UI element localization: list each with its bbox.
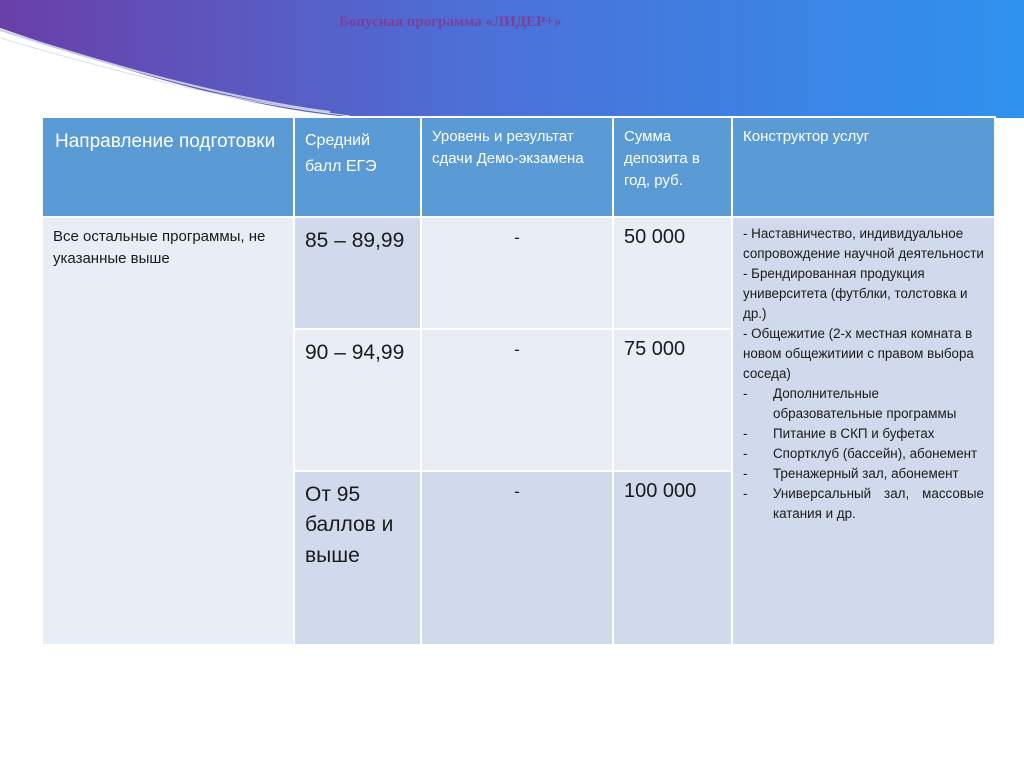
header-score: Средний балл ЕГЭ bbox=[294, 117, 421, 217]
header-demo: Уровень и результат сдачи Демо-экзамена bbox=[421, 117, 613, 217]
header-deposit: Сумма депозита в год, руб. bbox=[613, 117, 732, 217]
slide-title: Бонусная программа «ЛИДЕР+» bbox=[339, 14, 562, 30]
service-item bbox=[743, 484, 984, 524]
service-item-text: Универсальный зал, массовые катания и др. bbox=[773, 486, 984, 521]
demo-cell: - bbox=[421, 217, 613, 329]
deposit-cell: 75 000 bbox=[613, 329, 732, 471]
service-item bbox=[743, 424, 984, 444]
list-dash: - bbox=[743, 386, 748, 401]
service-item bbox=[743, 384, 984, 424]
table-row bbox=[42, 217, 995, 329]
table-header-row bbox=[42, 117, 995, 217]
service-item bbox=[743, 464, 984, 484]
deposit-cell: 50 000 bbox=[613, 217, 732, 329]
score-cell: 90 – 94,99 bbox=[294, 329, 421, 471]
service-line: - Наставничество, индивидуальное сопровождение научной деятельности bbox=[743, 226, 984, 261]
deposit-cell: 100 000 bbox=[613, 471, 732, 645]
services-cell bbox=[732, 217, 995, 645]
score-cell: 85 – 89,99 bbox=[294, 217, 421, 329]
bonus-table bbox=[41, 116, 996, 646]
service-item-text: Спортклуб (бассейн), абонемент bbox=[773, 446, 978, 461]
service-line: - Общежитие (2-х местная комната в новом общежитиии с правом выбора соседа) bbox=[743, 326, 974, 381]
list-dash: - bbox=[743, 486, 748, 501]
service-item bbox=[743, 444, 984, 464]
list-dash: - bbox=[743, 466, 748, 481]
service-item-text: Питание в СКП и буфетах bbox=[773, 426, 935, 441]
list-dash: - bbox=[743, 446, 748, 461]
score-cell: От 95 баллов и выше bbox=[294, 471, 421, 645]
demo-cell: - bbox=[421, 471, 613, 645]
direction-cell: Все остальные программы, не указанные выше bbox=[42, 217, 294, 645]
service-item-text: Дополнительные образовательные программы bbox=[773, 386, 957, 421]
header-direction: Направление подготовки bbox=[42, 117, 294, 217]
header-services: Конструктор услуг bbox=[732, 117, 995, 217]
list-dash: - bbox=[743, 426, 748, 441]
service-line: - Брендированная продукция университета (футблки, толстовка и др.) bbox=[743, 266, 968, 321]
demo-cell: - bbox=[421, 329, 613, 471]
service-item-text: Тренажерный зал, абонемент bbox=[773, 466, 959, 481]
